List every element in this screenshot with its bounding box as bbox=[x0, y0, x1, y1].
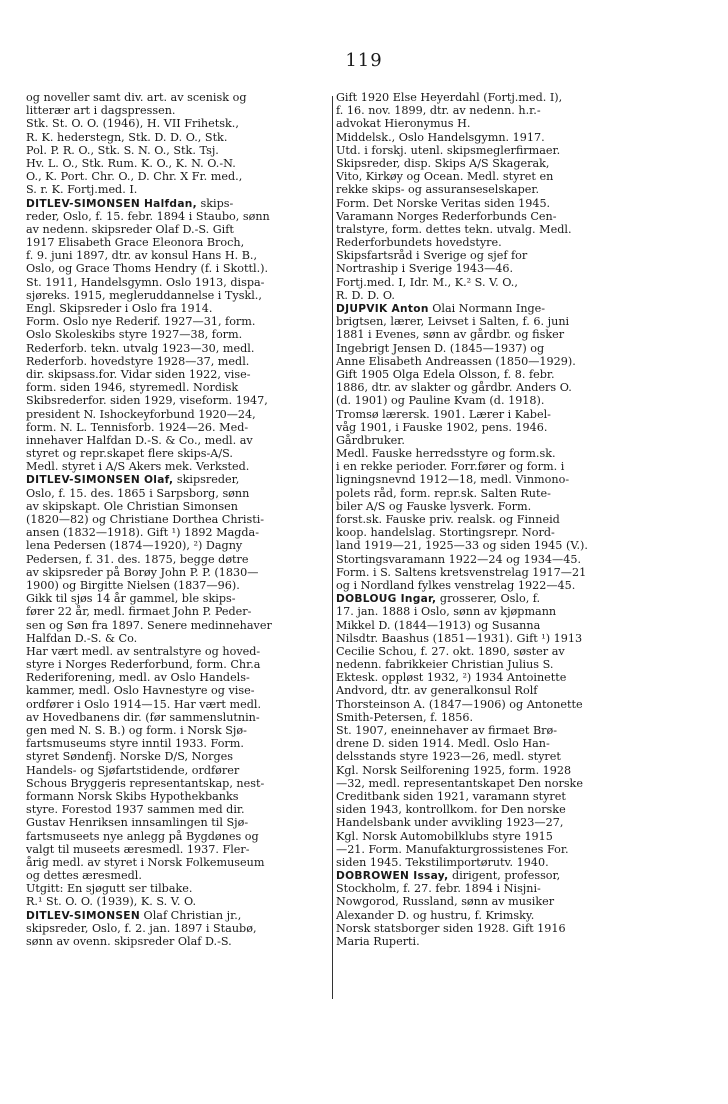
entry-text: drene D. siden 1914. Medl. Oslo Han- bbox=[336, 737, 550, 751]
text-line bbox=[336, 394, 642, 407]
text-line bbox=[26, 750, 332, 763]
text-line bbox=[336, 526, 642, 539]
entry-text: skips- bbox=[196, 196, 234, 210]
text-line bbox=[336, 592, 642, 605]
entry-text: sønn av ovenn. skipsreder Olaf D.-S. bbox=[26, 935, 232, 948]
text-line bbox=[26, 619, 332, 632]
page-number: 119 bbox=[345, 50, 383, 71]
entry-text: Pedersen, f. 31. des. 1875, begge døtre bbox=[26, 552, 249, 566]
text-line bbox=[336, 236, 642, 249]
text-line bbox=[26, 882, 332, 895]
entry-text: —21. Form. Manufakturgrossistenes For. bbox=[336, 842, 569, 856]
text-line bbox=[26, 843, 332, 856]
entry-text: Gustav Henriksen innsamlingen til Sjø- bbox=[26, 816, 249, 830]
text-line bbox=[26, 632, 332, 645]
text-line bbox=[26, 658, 332, 671]
text-line bbox=[26, 500, 332, 513]
entry-text: biler A/S og Fauske lysverk. Form. bbox=[336, 499, 532, 513]
text-line bbox=[26, 473, 332, 486]
text-line bbox=[26, 447, 332, 460]
entry-text: Tromsø lærersk. 1901. Lærer i Kabel- bbox=[336, 407, 551, 421]
entry-text: 1900) og Birgitte Nielsen (1837—96). bbox=[26, 578, 240, 592]
text-line bbox=[26, 790, 332, 803]
entry-text: Oslo, og Grace Thoms Hendry (f. i Skottl.). bbox=[26, 262, 269, 276]
text-line bbox=[26, 830, 332, 843]
text-line bbox=[336, 816, 642, 829]
text-line bbox=[26, 526, 332, 539]
text-line bbox=[336, 223, 642, 236]
text-line bbox=[26, 671, 332, 684]
entry-text: gen med N. S. B.) og form. i Norsk Sjø- bbox=[26, 724, 247, 737]
entry-text: ansen (1832—1918). Gift ¹) 1892 Magda- bbox=[26, 526, 260, 540]
text-line bbox=[26, 487, 332, 500]
entry-text: og dettes æresmedl. bbox=[26, 869, 142, 883]
entry-name: DOBROWEN Issay, bbox=[336, 870, 449, 883]
text-line bbox=[26, 394, 332, 407]
text-line bbox=[336, 276, 642, 289]
text-line bbox=[26, 262, 332, 275]
text-line bbox=[26, 223, 332, 236]
text-line bbox=[26, 381, 332, 394]
entry-text: Utd. i forskj. utenl. skipsmeglerfirmaer. bbox=[336, 143, 561, 157]
entry-text: Handelsbank under avvikling 1923—27, bbox=[336, 816, 564, 830]
text-line bbox=[336, 803, 642, 816]
text-line bbox=[26, 210, 332, 223]
text-line bbox=[336, 619, 642, 632]
entry-text: lena Pedersen (1874—1920), ²) Dagny bbox=[26, 539, 243, 553]
entry-text: av skipskapt. Ole Christian Simonsen bbox=[26, 499, 238, 513]
text-line bbox=[336, 342, 642, 355]
entry-text: Nowgorod, Russland, sønn av musiker bbox=[336, 895, 555, 909]
text-line bbox=[336, 104, 642, 117]
text-line bbox=[336, 869, 642, 882]
text-line bbox=[26, 170, 332, 183]
entry-text: brigtsen, lærer, Leivset i Salten, f. 6. juni bbox=[336, 315, 570, 329]
text-line bbox=[336, 632, 642, 645]
entry-text: rekke skips- og assuranseselskaper. bbox=[336, 183, 540, 197]
text-line bbox=[26, 355, 332, 368]
entry-text: litterær art i dagspressen. bbox=[26, 104, 176, 118]
entry-text: land 1919—21, 1925—33 og siden 1945 (V.). bbox=[336, 539, 588, 553]
entry-text: Stockholm, f. 27. febr. 1894 i Nisjni- bbox=[336, 882, 541, 896]
text-line bbox=[336, 421, 642, 434]
entry-text: Andvord, dtr. av generalkonsul Rolf bbox=[336, 684, 538, 698]
entry-text: Skibsrederfor. siden 1929, viseform. 1947, bbox=[26, 394, 268, 408]
text-line bbox=[336, 513, 642, 526]
entry-text: Olaf Christian jr., bbox=[140, 908, 242, 922]
text-line bbox=[26, 236, 332, 249]
entry-text: Kgl. Norsk Automobilklubs styre 1915 bbox=[336, 829, 553, 843]
text-line bbox=[336, 539, 642, 552]
entry-text: forst.sk. Fauske priv. realsk. og Finneid bbox=[336, 513, 560, 526]
text-line bbox=[26, 408, 332, 421]
text-line bbox=[26, 104, 332, 117]
text-line bbox=[26, 91, 332, 104]
entry-text: kammer, medl. Oslo Havnestyre og vise- bbox=[26, 684, 255, 698]
text-line bbox=[26, 513, 332, 526]
entry-text: Fortj.med. I, Idr. M., K.² S. V. O., bbox=[336, 275, 518, 289]
entry-text: valgt til museets æresmedl. 1937. Fler- bbox=[26, 842, 250, 856]
text-line bbox=[26, 328, 332, 341]
entry-text: Middelsk., Oslo Handelsgymn. 1917. bbox=[336, 130, 545, 144]
text-line bbox=[26, 579, 332, 592]
entry-text: styre i Norges Rederforbund, form. Chr.a bbox=[26, 658, 261, 672]
text-line bbox=[336, 605, 642, 618]
entry-text: Nilsdtr. Baashus (1851—1931). Gift ¹) 1913 bbox=[336, 631, 583, 645]
entry-name: DITLEV-SIMONSEN bbox=[26, 909, 140, 922]
text-line bbox=[336, 434, 642, 447]
entry-text: grosserer, Oslo, f. bbox=[436, 592, 541, 606]
text-line bbox=[26, 315, 332, 328]
left-column bbox=[26, 91, 332, 948]
entry-text: R. D. D. O. bbox=[336, 288, 395, 302]
text-line bbox=[336, 381, 642, 394]
entry-text: Rederforbundets hovedstyre. bbox=[336, 236, 502, 250]
entry-text: —32, medl. representantskapet Den norske bbox=[336, 776, 583, 790]
text-line bbox=[336, 91, 642, 104]
entry-text: Creditbank siden 1921, varamann styret bbox=[336, 789, 566, 803]
entry-text: styre. Forestod 1937 sammen med dir. bbox=[26, 803, 245, 817]
entry-text: dir. skipsass.for. Vidar siden 1922, vise- bbox=[26, 367, 251, 381]
entry-text: fartsmuseets nye anlegg på Bygdønes og bbox=[26, 829, 259, 843]
text-line bbox=[26, 131, 332, 144]
entry-text: tralstyre, form. dettes tekn. utvalg. Medl. bbox=[336, 222, 572, 236]
text-line bbox=[336, 302, 642, 315]
text-line bbox=[336, 408, 642, 421]
entry-text: ordfører i Oslo 1914—15. Har vært medl. bbox=[26, 697, 262, 711]
text-line bbox=[336, 882, 642, 895]
text-line bbox=[336, 315, 642, 328]
text-line bbox=[336, 210, 642, 223]
text-line bbox=[336, 698, 642, 711]
entry-name: DITLEV-SIMONSEN Halfdan, bbox=[26, 197, 197, 210]
entry-text: og noveller samt div. art. av scenisk og bbox=[26, 91, 247, 104]
entry-text: våg 1901, i Fauske 1902, pens. 1946. bbox=[336, 420, 548, 434]
entry-text: 1886, dtr. av slakter og gårdbr. Anders O. bbox=[336, 381, 572, 395]
text-line bbox=[336, 711, 642, 724]
entry-text: f. 9. juni 1897, dtr. av konsul Hans H. B., bbox=[26, 249, 258, 263]
entry-text: Alexander D. og hustru, f. Krimsky. bbox=[336, 908, 535, 922]
text-line bbox=[336, 289, 642, 302]
entry-name: DITLEV-SIMONSEN Olaf, bbox=[26, 474, 174, 487]
entry-text: Form. Oslo nye Rederif. 1927—31, form. bbox=[26, 315, 256, 329]
entry-text: form. N. L. Tennisforb. 1924—26. Med- bbox=[26, 420, 249, 434]
text-line bbox=[336, 895, 642, 908]
text-line bbox=[336, 658, 642, 671]
text-line bbox=[26, 922, 332, 935]
entry-name: DOBLOUG Ingar, bbox=[336, 593, 437, 606]
entry-text: (1820—82) og Christiane Dorthea Christi- bbox=[26, 513, 265, 526]
text-line bbox=[26, 289, 332, 302]
entry-text: polets råd, form. repr.sk. Salten Rute- bbox=[336, 486, 551, 500]
entry-text: Hv. L. O., Stk. Rum. K. O., K. N. O.-N. bbox=[26, 156, 236, 170]
text-line bbox=[26, 724, 332, 737]
text-line bbox=[336, 566, 642, 579]
entry-name: DJUPVIK Anton bbox=[336, 303, 429, 315]
text-line bbox=[336, 500, 642, 513]
entry-text: Skipsfartsråd i Sverige og sjef for bbox=[336, 249, 528, 263]
entry-text: Cecilie Schou, f. 27. okt. 1890, søster av bbox=[336, 644, 565, 658]
entry-text: delsstands styre 1923—26, medl. styret bbox=[336, 750, 561, 764]
text-line bbox=[26, 249, 332, 262]
entry-text: Stortingsvaramann 1922—24 og 1934—45. bbox=[336, 552, 582, 566]
entry-text: Gårdbruker. bbox=[336, 433, 405, 447]
entry-text: 1917 Elisabeth Grace Eleonora Broch, bbox=[26, 236, 245, 250]
entry-text: Olai Normann Inge- bbox=[428, 302, 546, 315]
text-line bbox=[336, 790, 642, 803]
text-line bbox=[26, 144, 332, 157]
entry-text: Oslo, f. 15. des. 1865 i Sarpsborg, sønn bbox=[26, 486, 250, 500]
entry-text: Engl. Skipsreder i Oslo fra 1914. bbox=[26, 302, 213, 315]
entry-text: og i Nordland fylkes venstrelag 1922—45. bbox=[336, 578, 576, 592]
entry-text: Rederforb. hovedstyre 1928—37, medl. bbox=[26, 354, 250, 368]
text-line bbox=[26, 434, 332, 447]
text-line bbox=[26, 421, 332, 434]
text-line bbox=[26, 816, 332, 829]
text-line bbox=[336, 262, 642, 275]
text-line bbox=[336, 157, 642, 170]
text-line bbox=[336, 830, 642, 843]
entry-text: form. siden 1946, styremedl. Nordisk bbox=[26, 381, 239, 395]
text-line bbox=[336, 144, 642, 157]
text-line bbox=[336, 724, 642, 737]
text-line bbox=[26, 197, 332, 210]
text-line bbox=[26, 856, 332, 869]
entry-text: Form. Det Norske Veritas siden 1945. bbox=[336, 196, 551, 210]
entry-text: av skipsreder på Borøy John P. P. (1830— bbox=[26, 565, 259, 579]
text-line bbox=[26, 276, 332, 289]
text-line bbox=[336, 671, 642, 684]
entry-text: nedenn. fabrikkeier Christian Julius S. bbox=[336, 658, 554, 672]
entry-text: Utgitt: En sjøgutt ser tilbake. bbox=[26, 882, 193, 896]
entry-text: Rederforb. tekn. utvalg 1923—30, medl. bbox=[26, 341, 255, 355]
entry-text: fartsmuseums styre inntil 1933. Form. bbox=[26, 737, 244, 751]
text-line bbox=[336, 843, 642, 856]
text-line bbox=[26, 553, 332, 566]
entry-text: Gikk til sjøs 14 år gammel, ble skips- bbox=[26, 592, 236, 606]
entry-text: årig medl. av styret i Norsk Folkemuseum bbox=[26, 855, 265, 869]
entry-text: Mikkel D. (1844—1913) og Susanna bbox=[336, 618, 541, 632]
text-line bbox=[336, 473, 642, 486]
text-line bbox=[26, 117, 332, 130]
entry-text: sjøreks. 1915, megleruddannelse i Tyskl., bbox=[26, 288, 262, 302]
entry-text: Rederiforening, medl. av Oslo Handels- bbox=[26, 671, 250, 685]
text-line bbox=[336, 579, 642, 592]
text-line bbox=[336, 777, 642, 790]
entry-text: styret Søndenfj. Norske D/S, Norges bbox=[26, 750, 233, 764]
entry-text: president N. Ishockeyforbund 1920—24, bbox=[26, 407, 256, 421]
text-line bbox=[336, 170, 642, 183]
text-line bbox=[336, 355, 642, 368]
text-line bbox=[26, 869, 332, 882]
entry-text: Pol. P. R. O., Stk. S. N. O., Stk. Tsj. bbox=[26, 143, 219, 157]
entry-text: ligningsnevnd 1912—18, medl. Vinmono- bbox=[336, 473, 570, 487]
entry-text: Kgl. Norsk Seilforening 1925, form. 1928 bbox=[336, 763, 572, 777]
text-line bbox=[336, 909, 642, 922]
entry-text: R. K. hederstegn, Stk. D. D. O., Stk. bbox=[26, 130, 228, 144]
entry-text: fører 22 år, medl. firmaet John P. Peder- bbox=[26, 605, 252, 619]
column-divider bbox=[332, 96, 333, 999]
text-line bbox=[26, 566, 332, 579]
text-line bbox=[336, 131, 642, 144]
text-line bbox=[26, 342, 332, 355]
entry-text: Maria Ruperti. bbox=[336, 935, 420, 948]
text-line bbox=[336, 645, 642, 658]
text-line bbox=[26, 368, 332, 381]
entry-text: Har vært medl. av sentralstyre og hoved- bbox=[26, 644, 261, 658]
entry-text: styret og repr.skapet flere skips-A/S. bbox=[26, 447, 233, 461]
entry-text: Medl. styret i A/S Akers mek. Verksted. bbox=[26, 460, 250, 474]
entry-text: 1881 i Evenes, sønn av gårdbr. og fisker bbox=[336, 328, 565, 342]
entry-text: Ektesk. oppløst 1932, ²) 1934 Antoinette bbox=[336, 671, 567, 685]
text-line bbox=[336, 117, 642, 130]
text-line bbox=[26, 698, 332, 711]
entry-text: Medl. Fauske herredsstyre og form.sk. bbox=[336, 447, 556, 461]
text-line bbox=[26, 711, 332, 724]
text-line bbox=[336, 368, 642, 381]
entry-text: Gift 1920 Else Heyerdahl (Fortj.med. I), bbox=[336, 91, 563, 104]
entry-text: Nortraship i Sverige 1943—46. bbox=[336, 262, 514, 276]
entry-text: Thorsteinson A. (1847—1906) og Antonette bbox=[336, 697, 583, 711]
entry-text: Norsk statsborger siden 1928. Gift 1916 bbox=[336, 921, 566, 935]
text-line bbox=[26, 157, 332, 170]
entry-text: Vito, Kirkøy og Ocean. Medl. styret en bbox=[336, 170, 554, 184]
text-line bbox=[336, 328, 642, 341]
text-line bbox=[26, 592, 332, 605]
entry-text: siden 1945. Tekstilimportørutv. 1940. bbox=[336, 855, 549, 869]
text-line bbox=[26, 777, 332, 790]
text-line bbox=[336, 487, 642, 500]
text-line bbox=[336, 935, 642, 948]
text-line bbox=[26, 895, 332, 908]
text-line bbox=[336, 183, 642, 196]
entry-text: f. 16. nov. 1899, dtr. av nedenn. h.r.- bbox=[336, 104, 541, 118]
text-line bbox=[336, 249, 642, 262]
text-line bbox=[336, 856, 642, 869]
entry-text: skipsreder, bbox=[173, 473, 240, 487]
entry-text: reder, Oslo, f. 15. febr. 1894 i Staubo, sønn bbox=[26, 209, 270, 223]
entry-text: Oslo Skoleskibs styre 1927—38, form. bbox=[26, 328, 243, 342]
entry-text: St. 1911, Handelsgymn. Oslo 1913, dispa- bbox=[26, 275, 265, 289]
text-line bbox=[26, 460, 332, 473]
text-line bbox=[26, 302, 332, 315]
entry-text: Smith-Petersen, f. 1856. bbox=[336, 710, 474, 724]
text-line bbox=[26, 684, 332, 697]
text-line bbox=[336, 737, 642, 750]
text-line bbox=[26, 539, 332, 552]
text-line bbox=[336, 553, 642, 566]
entry-text: formann Norsk Skibs Hypothekbanks bbox=[26, 789, 239, 803]
entry-text: Halfdan D.-S. & Co. bbox=[26, 631, 138, 645]
text-line bbox=[26, 764, 332, 777]
text-line bbox=[336, 460, 642, 473]
entry-text: S. r. K. Fortj.med. I. bbox=[26, 183, 138, 197]
entry-text: Ingebrigt Jensen D. (1845—1937) og bbox=[336, 341, 545, 355]
entry-text: Handels- og Sjøfartstidende, ordfører bbox=[26, 763, 240, 777]
text-line bbox=[336, 764, 642, 777]
entry-text: innehaver Halfdan D.-S. & Co., medl. av bbox=[26, 433, 253, 447]
entry-text: dirigent, professor, bbox=[448, 869, 561, 883]
entry-text: Stk. St. O. O. (1946), H. VII Frihetsk., bbox=[26, 117, 239, 131]
entry-text: Skipsreder, disp. Skips A/S Skagerak, bbox=[336, 156, 550, 170]
entry-text: Varamann Norges Rederforbunds Cen- bbox=[336, 209, 557, 223]
entry-text: koop. handelslag. Stortingsrepr. Nord- bbox=[336, 526, 555, 540]
entry-text: av nedenn. skipsreder Olaf D.-S. Gift bbox=[26, 222, 234, 236]
entry-text: advokat Hieronymus H. bbox=[336, 117, 471, 131]
entry-text: 17. jan. 1888 i Oslo, sønn av kjøpmann bbox=[336, 605, 557, 619]
entry-text: skipsreder, Oslo, f. 2. jan. 1897 i Staubø, bbox=[26, 921, 257, 935]
text-line bbox=[26, 803, 332, 816]
entry-text: av Hovedbanens dir. (før sammenslutnin- bbox=[26, 710, 260, 724]
text-line bbox=[26, 605, 332, 618]
entry-text: O., K. Port. Chr. O., D. Chr. X Fr. med., bbox=[26, 170, 243, 184]
entry-text: Form. i S. Saltens kretsvenstrelag 1917—21 bbox=[336, 565, 587, 579]
text-line bbox=[26, 935, 332, 948]
entry-text: St. 1907, eneinnehaver av firmaet Brø- bbox=[336, 724, 558, 737]
entry-text: Anne Elisabeth Andreassen (1850—1929). bbox=[336, 354, 576, 368]
entry-text: siden 1943, kontrollkom. for Den norske bbox=[336, 803, 566, 817]
entry-text: i en rekke perioder. Forr.fører og form. i bbox=[336, 460, 565, 474]
text-line bbox=[26, 183, 332, 196]
text-line bbox=[26, 737, 332, 750]
text-line bbox=[336, 684, 642, 697]
entry-text: (d. 1901) og Pauline Kvam (d. 1918). bbox=[336, 394, 545, 408]
text-line bbox=[336, 197, 642, 210]
entry-text: sen og Søn fra 1897. Senere medinnehaver bbox=[26, 618, 272, 632]
text-line bbox=[336, 922, 642, 935]
entry-text: Gift 1905 Olga Edela Olsson, f. 8. febr. bbox=[336, 367, 555, 381]
right-column bbox=[336, 91, 642, 948]
entry-text: Schous Bryggeris representantskap, nest- bbox=[26, 776, 265, 790]
text-line bbox=[336, 750, 642, 763]
text-line bbox=[26, 909, 332, 922]
text-line bbox=[26, 645, 332, 658]
text-line bbox=[336, 447, 642, 460]
entry-text: R.¹ St. O. O. (1939), K. S. V. O. bbox=[26, 895, 197, 909]
